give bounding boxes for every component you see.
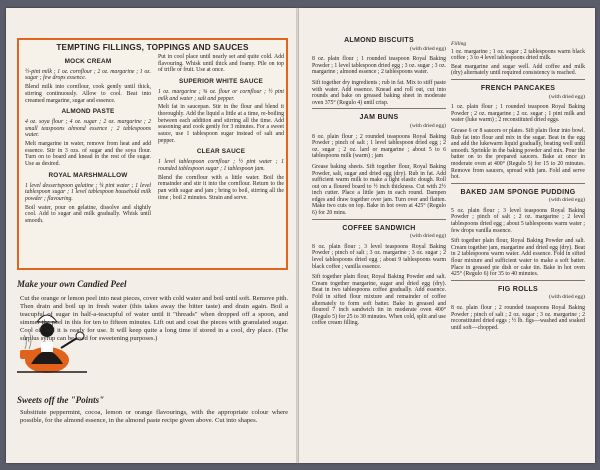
box-column-left (25, 54, 151, 227)
recipe-ingredients: 1 oz. plain flour ; 1 rounded teaspoon Royal Baking Powder ; 2 oz. margarine ; 2 oz. sugar ; 1 pint milk and water (luke warm) ; 2 reconstituted dried eggs. (451, 104, 585, 124)
recipe-ingredients: 4 oz. soya flour ; 4 oz. sugar ; 2 oz. margarine ; 2 small teaspoons almond essence ; 2 tablespoons water. (25, 118, 151, 139)
recipe-title: BAKED JAM SPONGE PUDDING (460, 188, 576, 196)
divider (451, 79, 585, 80)
right-page (299, 8, 595, 463)
recipe-method: Put in cool place until nearly set and quite cold. Add flavouring. Whisk until thick and foamy. Pile on top of trifle or fruit. Use at once. (158, 54, 284, 74)
recipe-method: Melt margarine in water, remove from heat and add essence. Stir in 3 ozs. of sugar and the soya flour. Turn on to board and knead in the rest of the sugar. Use as desired. (25, 141, 151, 168)
recipe-title: JAM BUNS (359, 114, 399, 122)
recipe-subtitle: (with dried egg) (548, 294, 585, 301)
recipe-title: COFFEE SANDWICH (342, 224, 416, 232)
recipe-method: Grease 6 or 8 saucers or plates. Sift plain flour into bowl. Rub fat into flour and mix in the sugar. Beat in the egg and add the lukewarm liquid gradually, beating well until smooth. Sprinkle in the baking powder and mix. Pour the batter on to the prepared saucers. Bake at once in moderate oven at 400° (Regulo 5) for 15 to 20 minutes. Remove from saucers, spread with jam. Fold and serve hot. (451, 127, 585, 181)
recipe-method: Grease baking sheets. Sift together flour, Royal Baking Powder, salt, sugar and dried egg (dry). Rub in fat. Add sufficient warm milk to make a light elastic dough. Roll out on a floured board to ½ inch thickness. Cut with 2½ inch cutter. Place a little jam in each round. Dampen edges and draw together over jam. Turn over and flatten. Make two cuts on top. Bake in hot oven at 425° (Regulo 6) for 20 mins. (312, 163, 446, 217)
recipe-ingredients: ½-pint milk ; 1 oz. cornflour ; 2 oz. margarine ; 1 oz. sugar ; few drops essence. (25, 68, 151, 82)
recipes-column-left (312, 38, 446, 329)
recipe-method: Blend milk into cornflour, cook gently until thick, stirring continuously. Allow to cool. Beat into creamed margarine, sugar and essence. (25, 84, 151, 104)
recipe-method: Sift together dry ingredients ; rub in fat. Mix to stiff paste with water. Add essence. Knead and roll out, cut into rounds and bake on greased baking sheet in moderate oven 375° (Regulo 4) until crisp. (312, 79, 446, 106)
recipe-method: Blend the cornflour with a little water. Boil the remainder and stir it into the cornflour. Return to the pan with sugar and jam ; bring to boil, stirring all the time ; boil 2 minutes. Strain and serve. (158, 174, 284, 201)
recipe-ingredients: 8 oz. plain flour ; 3 level teaspoons Royal Baking Powder ; pinch of salt ; 3 oz. margarine ; 3 oz. sugar ; 2 level tablespoons dried egg ; about 9 tablespoons warm black coffee ; vanilla essence. (312, 243, 446, 270)
candied-peel-text: Cut the orange or lemon peel into neat pieces, cover with cold water and boil until soft. Remove pith. Then drain and boil up in fresh water (this takes away the bitter taste) and drain again. Boil a teacupful of sugar in half-a-teacupful of water until it "threads" when dropped off a spoon, and simmer the peel in this for ten to fifteen minutes. Lift out and coat the pieces with granulated sugar. Cool off and it is ready for use. It will keep quite a long time if stored in a cool, dry place. (The surplus syrup can be used for sweetening purposes.) (20, 295, 288, 343)
recipe-subtitle: (with dried egg) (548, 197, 585, 204)
recipe-ingredients: 1 level tablespoon cornflour ; ½ pint water ; 1 rounded tablespoon sugar ; 1 tablespoon jam. (158, 159, 284, 172)
recipe-title: FRENCH PANCAKES (480, 84, 556, 92)
recipe-title: SUPERIOR WHITE SAUCE (179, 78, 263, 86)
filling-ingredients: 1 oz. margarine ; 1 oz. sugar ; 2 tablespoons warm black coffee ; 3 to 4 level tablespoons dried milk. (451, 48, 585, 62)
recipes-list (451, 86, 585, 331)
box-column-right (158, 54, 284, 203)
left-page (6, 8, 297, 463)
recipe-method: Sift together plain flour, Royal Baking Powder and salt. Cream together margarine, sugar and dried egg (dry). Beat in two tablespoons coffee gradually. Add essence. Fold in sifted flour mixture and remainder of coffee alternately to form soft batter. Bake in greased and floured 7 inch sandwich tin in moderate oven 400° (Regulo 5) for 25 to 30 minutes. When cold, split and use coffee cream filling. (312, 274, 446, 327)
recipe-title: CLEAR SAUCE (196, 148, 246, 156)
recipe-title: ALMOND BISCUITS (344, 37, 414, 44)
recipe-ingredients: 5 oz. plain flour ; 3 level teaspoons Royal Baking Powder ; pinch of salt ; 2 oz. margarine ; 2 level tablespoons dried egg ; about 5 tablespoons warm water ; few drops vanilla essence. (451, 207, 585, 234)
recipe-subtitle: (with dried egg) (548, 93, 585, 100)
box-title: TEMPTING FILLINGS, TOPPINGS AND SAUCES (56, 43, 249, 52)
recipe-method: Boil water, pour on gelatine, dissolve and slightly cool. Add to sugar and milk gradually. Whisk until smooth. (25, 204, 151, 225)
fillings-box (17, 38, 288, 270)
divider (451, 280, 585, 281)
recipe-method: Sift together plain flour, Royal Baking Powder and salt. Cream together jam, margarine and dried egg (dry). Beat in 2 tablespoons warm water. Add essence. Fold in sifted flour mixture and sufficient water to make a soft batter. Place in greased pie dish or cake tin. Bake in hot oven 425° (Regulo 6) for 35 to 40 minutes. (451, 238, 585, 278)
recipe-title: MOCK CREAM (64, 58, 112, 65)
recipe-ingredients: 1 oz. margarine ; ⅝ oz. flour or cornflour ; ½ pint milk and water ; salt and pepper. (158, 88, 284, 102)
recipe-ingredients: 8 oz. plain flour ; 2 rounded teaspoons Royal Baking Powder ; pinch of salt ; 2 oz. sugar ; 3 oz. margarine ; 2 reconstituted dried eggs ; ½ lb. figs—washed and soaked until soft—chopped. (451, 305, 585, 331)
recipe-title: FIG ROLLS (497, 285, 539, 293)
divider (312, 108, 446, 109)
divider (451, 183, 585, 184)
recipes-column-right (451, 41, 585, 335)
recipe-title: ALMOND PASTE (61, 108, 115, 116)
sweets-heading: Sweets off the "Points" (17, 395, 105, 405)
recipe-ingredients: 1 level dessertspoon gelatine ; ¼ pint water ; 1 level tablespoon sugar ; 1 level tablespoon household milk powder ; flavouring. (25, 182, 151, 202)
recipe-method: Melt fat in saucepan. Stir in the flour and blend it thoroughly. Add the liquid a little at a time, re-boiling between each addition and stirring all the time. Add seasoning and cook gently for 3 minutes. For a sweet sauce, use 1 tablespoon sugar instead of salt and pepper. (158, 104, 284, 144)
sweets-text: Substitute peppermint, cocoa, lemon or orange flavourings, with the appropriate colour where possible, for the almond essence, in the almond paste recipe given above. Cut into shapes. (20, 409, 288, 425)
filling-label: Filling (451, 41, 467, 47)
divider (312, 219, 446, 220)
recipe-title: ROYAL MARSHMALLOW (48, 171, 128, 179)
recipe-subtitle: (with dried egg) (409, 122, 446, 129)
recipe-subtitle: (with dried egg) (409, 233, 446, 240)
recipe-subtitle: (with dried egg) (409, 45, 446, 52)
recipe-ingredients: 8 oz. plain flour ; 1 rounded teaspoon Royal Baking Powder ; 1 level tablespoon dried egg ; 3 oz. sugar ; 3 oz. margarine ; almond essence ; 2 tablespoons water. (312, 56, 446, 76)
recipe-ingredients: 8 oz. plain flour ; 2 rounded teaspoons Royal Baking Powder ; pinch of salt ; 1 level tablespoon dried egg ; 2 oz. sugar ; 2 oz. lard or margarine ; about 5 to 6 tablespoons milk (warm) ; jam (312, 133, 446, 160)
candied-peel-heading: Make your own Candied Peel (17, 279, 127, 289)
filling-method: Beat margarine and sugar well. Add coffee and milk (dry) alternately until required consistency is reached. (451, 63, 585, 77)
